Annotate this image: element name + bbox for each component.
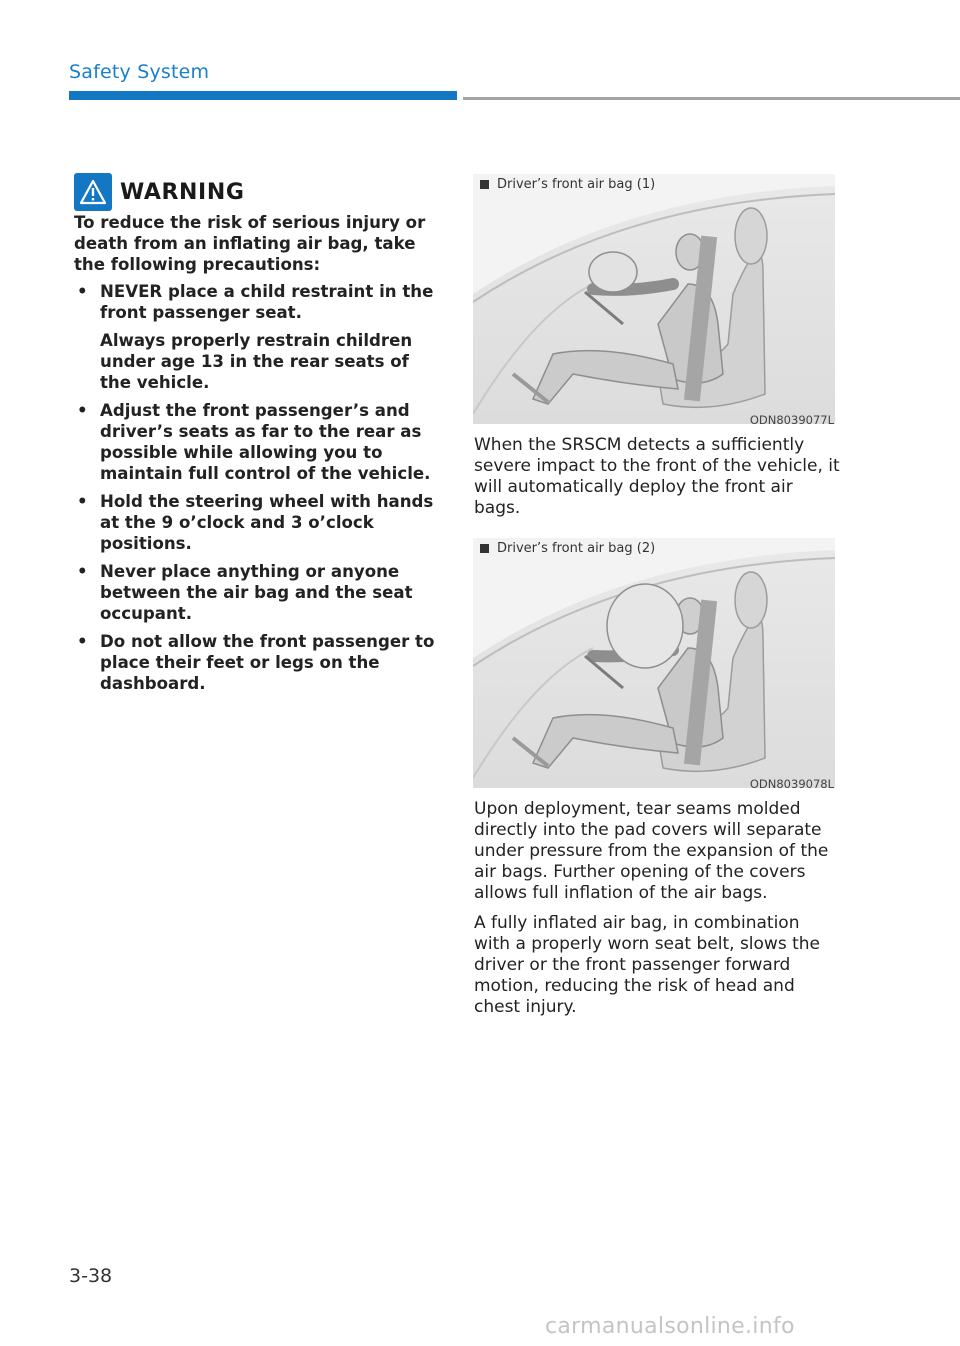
bullet-icon: • <box>77 562 88 581</box>
paragraph: Upon deployment, tear seams molded directly into the pad covers will separate under pressure from the expansion of the air bags. Further opening of the covers allows full inflation of the air bags. <box>474 799 829 903</box>
bullet-icon: • <box>77 282 88 301</box>
section-title: Safety System <box>69 61 210 83</box>
list-item <box>74 631 444 694</box>
bullet-icon: • <box>77 632 88 651</box>
warning-item-text: Adjust the front passenger’s and driver’s seats as far to the rear as possible while allowing you to maintain full control of the vehicle. <box>100 401 431 483</box>
paragraph: A fully inflated air bag, in combination with a properly worn seat belt, slows the driver or the front passenger forward motion, reducing the risk of head and chest injury. <box>474 913 820 1017</box>
header-rule-blue <box>69 91 457 100</box>
figure-caption <box>480 177 655 192</box>
figure-caption-text: Driver’s front air bag (1) <box>497 177 656 192</box>
warning-item-text: Hold the steering wheel with hands at the 9 o’clock and 3 o’clock positions. <box>100 492 434 553</box>
list-item <box>74 491 444 554</box>
warning-item-subtext: Always properly restrain children under age 13 in the rear seats of the vehicle. <box>100 331 413 392</box>
list-item <box>74 561 444 624</box>
list-item <box>74 400 444 484</box>
bullet-icon: • <box>77 492 88 511</box>
figure-caption-text: Driver’s front air bag (2) <box>497 541 656 556</box>
paragraph-block-1 <box>474 435 840 528</box>
figure-caption <box>480 541 655 556</box>
warning-intro: To reduce the risk of serious injury or death from an inflating air bag, take the following precautions: <box>74 213 426 274</box>
figure-airbag-1 <box>473 174 835 426</box>
paragraph-block-2 <box>474 799 840 1027</box>
caption-square-icon <box>480 180 489 189</box>
caption-square-icon <box>480 544 489 553</box>
figure-code: ODN8039077L <box>749 413 834 427</box>
warning-item-text: NEVER place a child restraint in the front passenger seat. <box>100 282 434 322</box>
warning-item-text: Do not allow the front passenger to place their feet or legs on the dashboard. <box>100 632 435 693</box>
illustration-frame <box>473 538 835 788</box>
figure-code: ODN8039078L <box>749 777 834 791</box>
warning-triangle-icon <box>79 179 107 205</box>
driver-airbag-illustration <box>473 174 835 424</box>
warning-badge <box>74 173 112 211</box>
warning-header <box>74 172 444 212</box>
watermark: carmanualsonline.info <box>545 1314 795 1339</box>
illustration-frame <box>473 174 835 424</box>
warning-list <box>74 281 444 694</box>
page-number: 3-38 <box>69 1265 113 1287</box>
warning-title: WARNING <box>120 179 245 205</box>
list-item <box>74 281 444 393</box>
figure-airbag-2 <box>473 538 835 790</box>
warning-item-text: Never place anything or anyone between the air bag and the seat occupant. <box>100 562 413 623</box>
warning-box <box>74 172 444 701</box>
paragraph: When the SRSCM detects a sufficiently severe impact to the front of the vehicle, it will automatically deploy the front air bags. <box>474 435 840 518</box>
bullet-icon: • <box>77 401 88 420</box>
driver-airbag-deployed-illustration <box>473 538 835 788</box>
header-rule-gray <box>463 97 960 100</box>
